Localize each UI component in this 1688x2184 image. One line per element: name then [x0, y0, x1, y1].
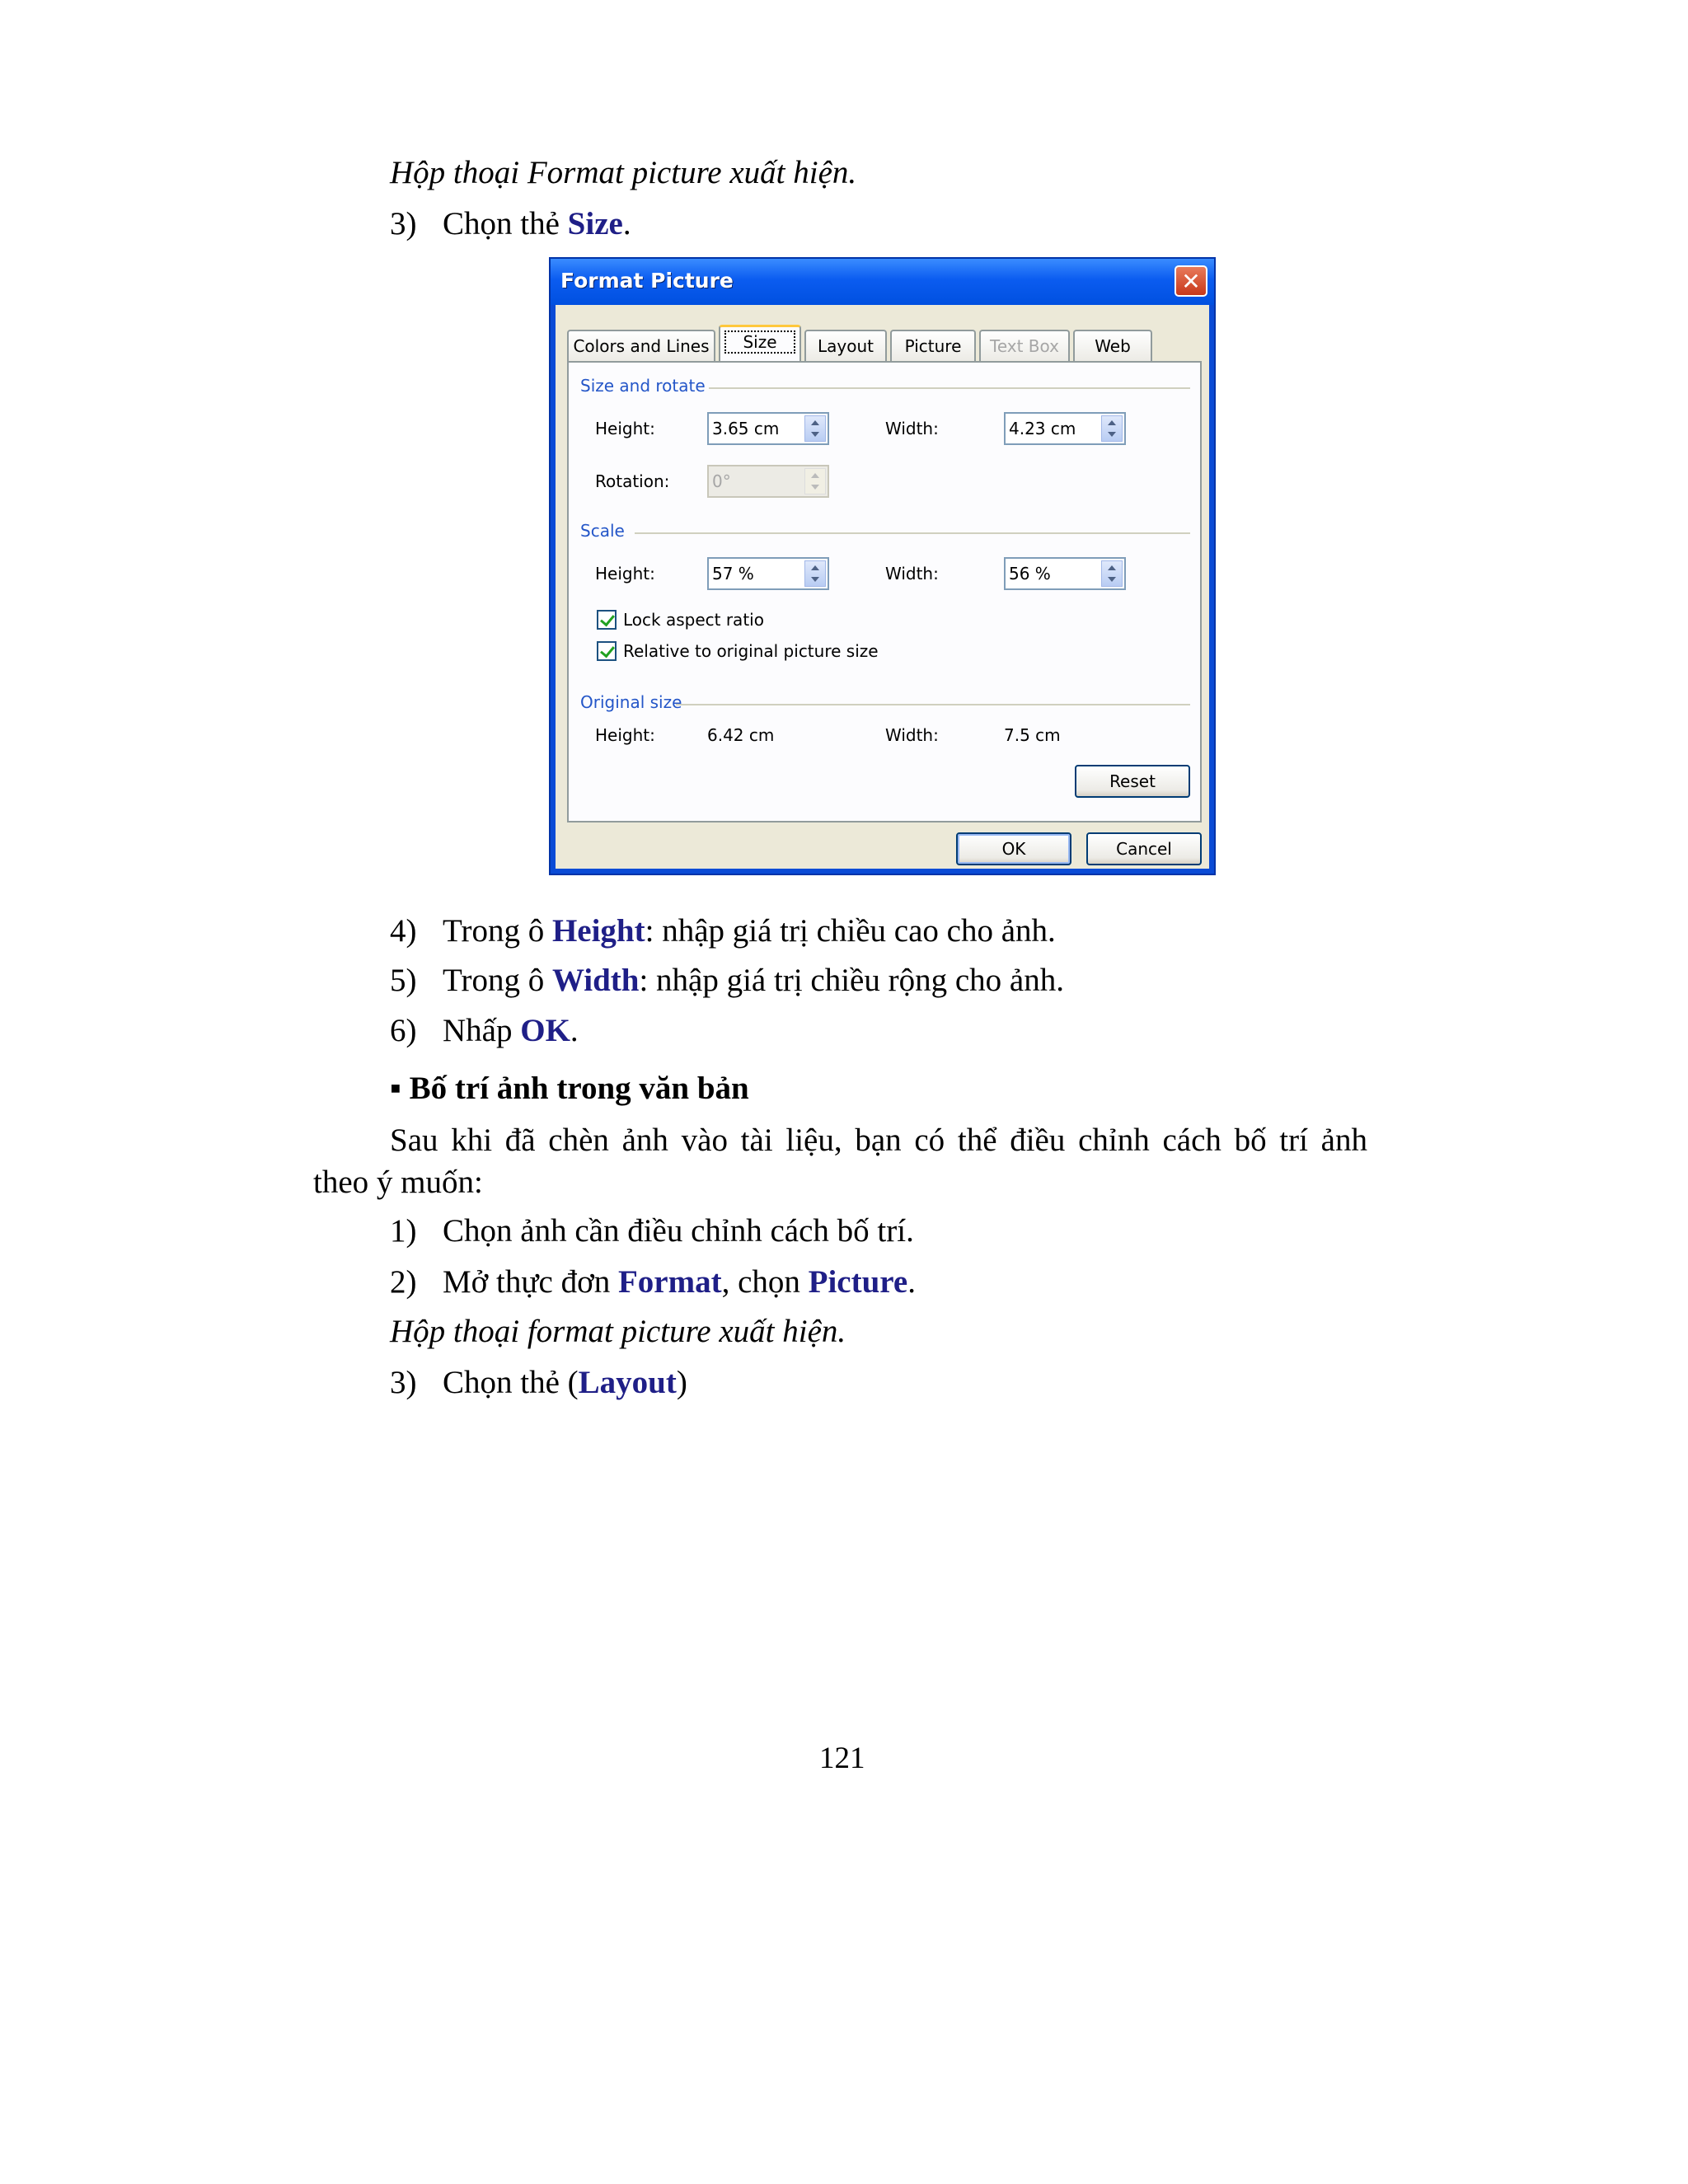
spinner-arrows-icon[interactable]: [1101, 560, 1123, 587]
keyword-width: Width: [551, 963, 640, 998]
reset-button[interactable]: Reset: [1075, 765, 1190, 798]
height-label: Height:: [595, 419, 655, 438]
intro-caption-2: Hộp thoại format picture xuất hiện.: [390, 1314, 846, 1349]
step-number: 3): [390, 206, 417, 241]
tab-size[interactable]: Size: [719, 325, 801, 363]
step-3-size: 3) Chọn thẻ Size.: [390, 204, 631, 244]
format-picture-dialog: [549, 257, 1216, 875]
spinner-arrows-icon[interactable]: [804, 415, 826, 442]
step-5-width: 5) Trong ô Width: nhập giá trị chiều rộng cho ảnh.: [390, 961, 1064, 1001]
close-icon[interactable]: ✕: [1175, 265, 1207, 297]
tab-colors-and-lines[interactable]: Colors and Lines: [567, 330, 715, 361]
rotation-label: Rotation:: [595, 471, 670, 491]
original-width-label: Width:: [885, 725, 939, 745]
original-width-value: 7.5 cm: [1004, 725, 1061, 745]
group-divider: [709, 387, 1190, 389]
dialog-titlebar[interactable]: [551, 259, 1214, 305]
original-height-value: 6.42 cm: [707, 725, 775, 745]
keyword-layout: Layout: [578, 1365, 677, 1400]
step-number: 5): [390, 963, 417, 998]
relative-size-label: Relative to original picture size: [623, 641, 879, 661]
step-number: 1): [390, 1213, 417, 1249]
height-value: 3.65 cm: [712, 419, 780, 438]
dialog-title: Format Picture: [560, 269, 734, 293]
ok-button[interactable]: OK: [956, 832, 1071, 865]
intro-caption-1: Hộp thoại Format picture xuất hiện.: [390, 155, 857, 190]
tab-layout[interactable]: Layout: [804, 330, 887, 361]
size-tab-panel: [567, 361, 1202, 823]
original-height-label: Height:: [595, 725, 655, 745]
rotation-spinner: [707, 465, 829, 498]
scale-height-spinner[interactable]: [707, 557, 829, 590]
rotation-value: 0°: [712, 471, 731, 491]
scale-width-label: Width:: [885, 564, 939, 583]
step-number: 3): [390, 1365, 417, 1400]
step-number: 4): [390, 913, 417, 949]
tab-web[interactable]: Web: [1073, 330, 1152, 361]
step-number: 2): [390, 1264, 417, 1300]
scale-height-label: Height:: [595, 564, 655, 583]
keyword-format: Format: [617, 1264, 722, 1300]
spinner-arrows-icon: [804, 468, 826, 494]
step-number: 6): [390, 1013, 417, 1048]
step-6-ok: 6) Nhấp OK.: [390, 1011, 579, 1051]
group-size-and-rotate: Size and rotate: [580, 376, 706, 396]
paragraph-line-1: Sau khi đã chèn ảnh vào tài liệu, bạn có thể điều chỉnh cách bố trí ảnh: [390, 1122, 1367, 1158]
step-b1: 1) Chọn ảnh cần điều chỉnh cách bố trí.: [390, 1212, 914, 1251]
height-spinner[interactable]: [707, 412, 829, 445]
step-4-height: 4) Trong ô Height: nhập giá trị chiều cao cho ảnh.: [390, 912, 1056, 951]
keyword-ok: OK: [520, 1013, 570, 1048]
spinner-arrows-icon[interactable]: [1101, 415, 1123, 442]
scale-height-value: 57 %: [712, 564, 754, 583]
bullet-icon: ▪: [390, 1071, 401, 1106]
keyword-size: Size: [567, 206, 623, 241]
group-divider: [635, 532, 1190, 534]
step-b3: 3) Chọn thẻ (Layout): [390, 1363, 687, 1403]
scale-width-spinner[interactable]: [1004, 557, 1126, 590]
tab-text-box: Text Box: [979, 330, 1070, 361]
group-original-size: Original size: [580, 692, 682, 712]
relative-size-checkbox[interactable]: [597, 641, 617, 661]
section-title: Bố trí ảnh trong văn bản: [409, 1071, 749, 1106]
dialog-client: [556, 305, 1209, 869]
width-value: 4.23 cm: [1009, 419, 1076, 438]
group-divider: [676, 704, 1190, 705]
scale-width-value: 56 %: [1009, 564, 1051, 583]
section-heading: [390, 1069, 749, 1108]
width-label: Width:: [885, 419, 939, 438]
paragraph-line-2: theo ý muốn:: [313, 1165, 483, 1200]
width-spinner[interactable]: [1004, 412, 1126, 445]
step-b2: 2) Mở thực đơn Format, chọn Picture.: [390, 1263, 916, 1302]
keyword-height: Height: [551, 913, 645, 949]
spinner-arrows-icon[interactable]: [804, 560, 826, 587]
page-number: 121: [819, 1741, 865, 1775]
group-scale: Scale: [580, 521, 625, 541]
lock-aspect-label: Lock aspect ratio: [623, 610, 764, 630]
keyword-picture: Picture: [808, 1264, 908, 1300]
lock-aspect-checkbox[interactable]: [597, 610, 617, 630]
tab-picture[interactable]: Picture: [890, 330, 976, 361]
cancel-button[interactable]: Cancel: [1086, 832, 1202, 865]
